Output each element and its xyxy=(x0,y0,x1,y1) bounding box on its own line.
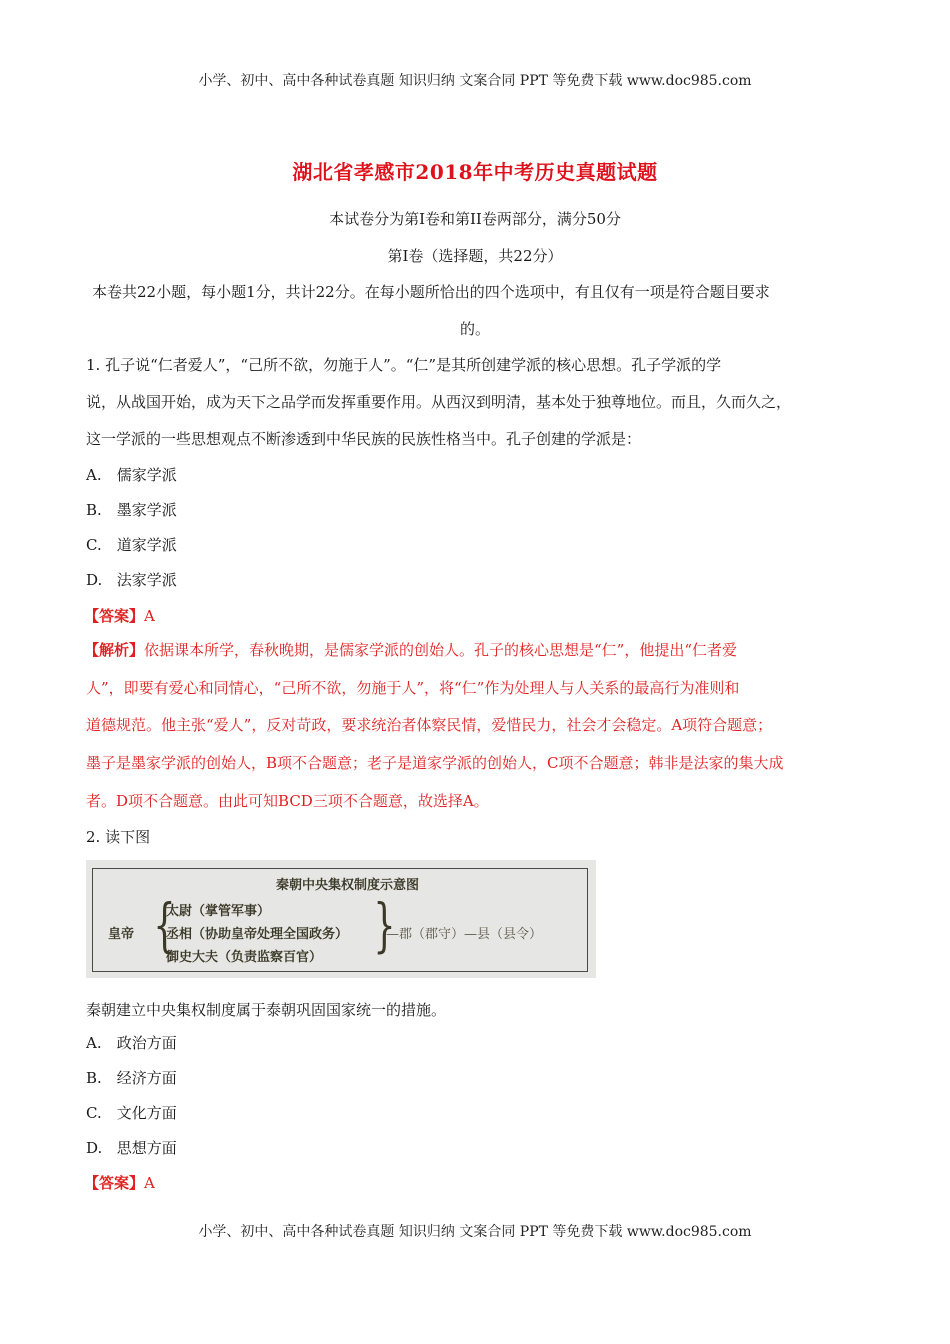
question-1-analysis-line-5: 者。D项不合题意。由此可知BCD三项不合题意，故选择A。 xyxy=(86,792,489,810)
right-brace-icon: } xyxy=(373,891,396,959)
question-2-option-a xyxy=(86,1032,177,1053)
question-2-option-d xyxy=(86,1137,177,1158)
answer-label: 【答案】 xyxy=(84,1174,145,1192)
option-label: C. xyxy=(86,1104,102,1122)
diagram-chain-commandery-county: —郡（郡守）—县（县令） xyxy=(386,927,543,942)
question-2-answer xyxy=(84,1172,155,1193)
question-2-option-b xyxy=(86,1067,177,1088)
option-label: D. xyxy=(86,1139,103,1157)
question-1-analysis-line-3: 道德规范。他主张“爱人”，反对苛政，要求统治者体察民情，爱惜民力，社会才会稳定。A项符合题意； xyxy=(86,716,773,734)
header-banner: 小学、初中、高中各种试卷真题 知识归纳 文案合同 PPT 等免费下载 www.doc985.com xyxy=(198,73,752,89)
option-text: 儒家学派 xyxy=(116,466,177,484)
analysis-text: 依据课本所学，春秋晚期，是儒家学派的创始人。孔子的核心思想是“仁”，他提出“仁者爱 xyxy=(144,641,738,659)
question-1-answer xyxy=(84,605,155,626)
option-text: 墨家学派 xyxy=(116,501,177,519)
question-1-stem-line-2: 说，从战国开始，成为天下之品学而发挥重要作用。从西汉到明清，基本处于独尊地位。而且，久而久之， xyxy=(86,393,792,411)
question-1-stem-line-3: 这一学派的一些思想观点不断渗透到中华民族的民族性格当中。孔子创建的学派是： xyxy=(86,430,642,448)
question-1-option-c xyxy=(86,534,177,555)
diagram-branch-taiwei: 太尉（掌管军事） xyxy=(166,904,271,919)
question-2-stem: 2. 读下图 xyxy=(86,828,151,846)
analysis-label: 【解析】 xyxy=(84,641,145,659)
option-text: 文化方面 xyxy=(116,1104,177,1122)
answer-label: 【答案】 xyxy=(84,607,145,625)
diagram-branch-chengxiang: 丞相（协助皇帝处理全国政务） xyxy=(166,927,349,942)
option-label: D. xyxy=(86,571,103,589)
option-label: B. xyxy=(86,501,102,519)
question-2-text: 秦朝建立中央集权制度属于泰朝巩固国家统一的措施。 xyxy=(86,1001,447,1019)
question-2-option-c xyxy=(86,1102,177,1123)
option-label: C. xyxy=(86,536,102,554)
question-1-analysis-line-2: 人”，即要有爱心和同情心，“己所不欲，勿施于人”，将“仁”作为处理人与人关系的最高行为准则和 xyxy=(86,679,740,697)
footer-banner: 小学、初中、高中各种试卷真题 知识归纳 文案合同 PPT 等免费下载 www.doc985.com xyxy=(198,1224,752,1240)
diagram-branch-yushidafu: 御史大夫（负责监察百官） xyxy=(166,950,323,965)
option-text: 政治方面 xyxy=(116,1034,177,1052)
option-label: B. xyxy=(86,1069,102,1087)
question-1-option-b xyxy=(86,499,177,520)
document-subtitle: 本试卷分为第I卷和第II卷两部分，满分50分 xyxy=(329,210,621,228)
question-1-analysis-line-4: 墨子是墨家学派的创始人，B项不合题意；老子是道家学派的创始人，C项不合题意；韩非是法家的集大成 xyxy=(86,754,784,772)
document-title: 湖北省孝感市2018年中考历史真题试题 xyxy=(292,160,658,184)
diagram-title: 秦朝中央集权制度示意图 xyxy=(276,878,420,893)
qin-centralization-diagram xyxy=(86,860,596,978)
option-label: A. xyxy=(86,466,102,484)
section-title: 第I卷（选择题，共22分） xyxy=(387,247,563,265)
instructions-line-1: 本卷共22小题，每小题1分，共计22分。在每小题所恰出的四个选项中，有且仅有一项是符合题目要求 xyxy=(92,283,770,301)
diagram-root-emperor: 皇帝 xyxy=(108,927,135,942)
instructions-line-2: 的。 xyxy=(459,320,490,338)
answer-value: A xyxy=(144,1174,155,1192)
option-text: 思想方面 xyxy=(116,1139,177,1157)
question-1-stem-line-1: 1. 孔子说“仁者爱人”，“己所不欲，勿施于人”。“仁”是其所创建学派的核心思想。孔子学派的学 xyxy=(86,356,722,374)
option-text: 法家学派 xyxy=(116,571,177,589)
question-1-option-a xyxy=(86,464,177,485)
question-1-option-d xyxy=(86,569,177,590)
answer-value: A xyxy=(144,607,155,625)
question-1-analysis-line-1 xyxy=(84,639,737,660)
option-label: A. xyxy=(86,1034,102,1052)
option-text: 经济方面 xyxy=(116,1069,177,1087)
option-text: 道家学派 xyxy=(116,536,177,554)
left-brace-icon: { xyxy=(153,891,176,959)
